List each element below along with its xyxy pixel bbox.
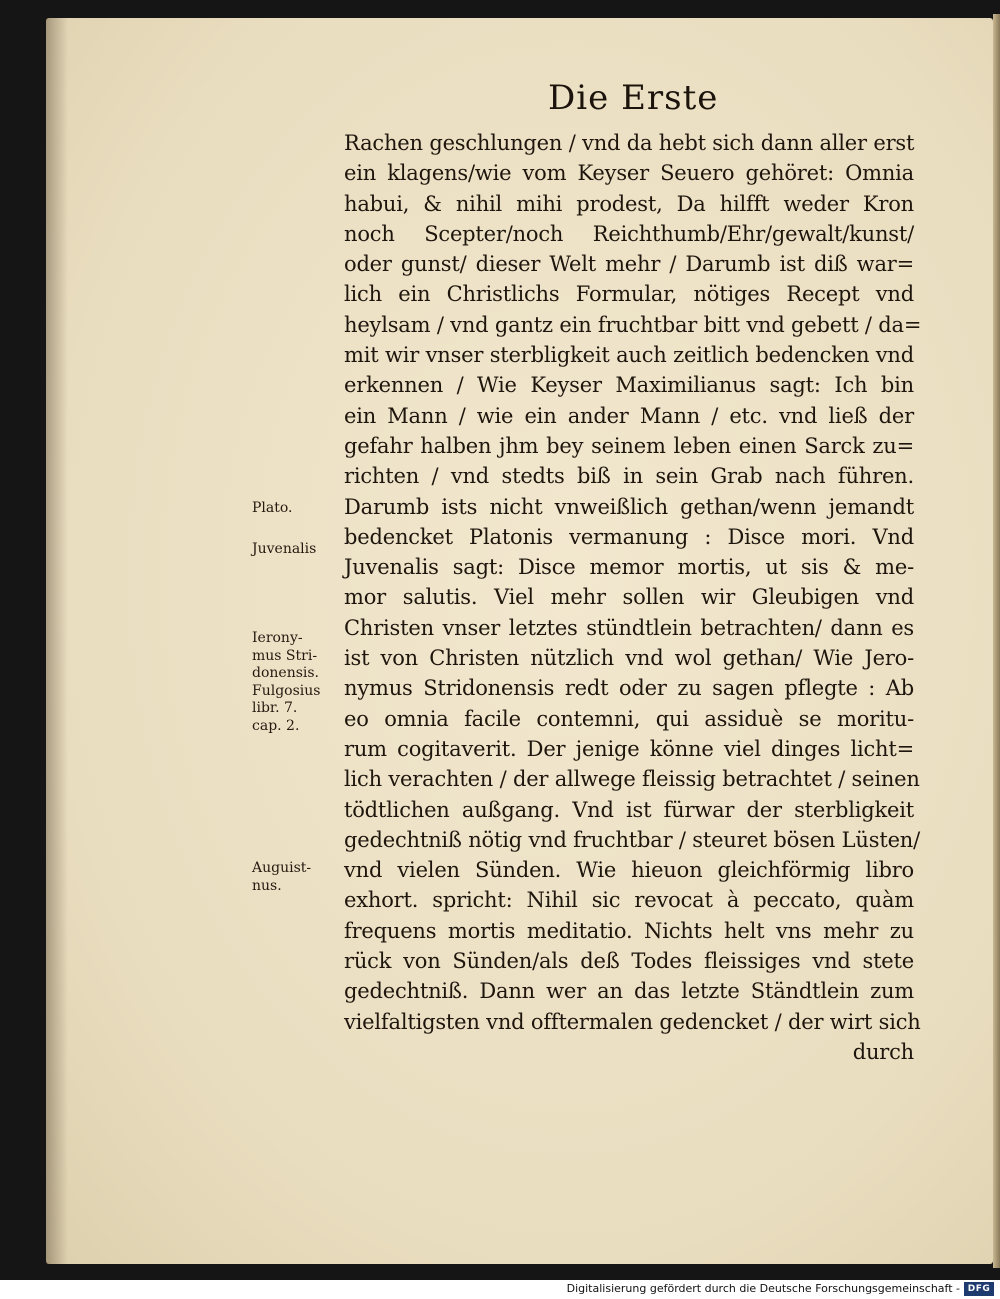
page-fore-edge bbox=[993, 14, 1000, 1268]
margin-note-line: mus Stri- bbox=[252, 647, 318, 664]
digitization-credit: Digitalisierung gefördert durch die Deutsche Forschungsgemeinschaft - bbox=[566, 1282, 960, 1295]
text-line: ein Mann / wie ein ander Mann / etc. vnd ließ der bbox=[344, 403, 914, 428]
text-line: vnd vielen Sünden. Wie hieuon gleichförmig libro bbox=[344, 858, 914, 883]
text-line: gedechtniß nötig vnd fruchtbar / steuret bösen Lüsten/ bbox=[344, 827, 921, 852]
text-line: eo omnia facile contemni, qui assiduè se moritu- bbox=[344, 706, 914, 731]
text-line: ein klagens/wie vom Keyser Seuero gehöret: Omnia bbox=[344, 161, 914, 186]
margin-note-line: nus. bbox=[252, 877, 282, 894]
margin-note-line: donensis. bbox=[252, 665, 320, 681]
margin-note-line: Juvenalis bbox=[252, 541, 317, 557]
text-line: gedechtniß. Dann wer an das letzte Ständtlein zum bbox=[344, 979, 914, 1004]
text-line: rück von Sünden/als deß Todes fleissiges vnd stete bbox=[344, 949, 914, 974]
text-line: lich ein Christlichs Formular, nötiges Recept vnd bbox=[344, 282, 914, 307]
text-line: ist von Christen nützlich vnd wol gethan/ Wie Jero- bbox=[344, 646, 914, 671]
catchword: durch bbox=[852, 1039, 914, 1064]
text-line: rum cogitaverit. Der jenige könne viel dinges licht= bbox=[344, 736, 914, 761]
footer-bar bbox=[0, 1280, 1000, 1299]
text-line: nymus Stridonensis redt oder zu sagen pflegte : Ab bbox=[344, 676, 914, 701]
margin-note-line: Fulgosius bbox=[252, 682, 321, 699]
margin-note bbox=[252, 630, 342, 735]
text-line: exhort. spricht: Nihil sic revocat à peccato, quàm bbox=[344, 888, 914, 913]
text-line: Christen vnser letztes stündtlein betrachten/ dann es bbox=[344, 615, 914, 640]
text-line: vielfaltigsten vnd offtermalen gedencket / der wirt sich bbox=[344, 1009, 921, 1034]
text-line: Darumb ists nicht vnweißlich gethan/wenn jemandt bbox=[344, 494, 914, 519]
text-line: Rachen geschlungen / vnd da hebt sich dann aller erst bbox=[344, 131, 915, 155]
margin-note bbox=[252, 500, 342, 518]
text-line: erkennen / Wie Keyser Maximilianus sagt: Ich bin bbox=[344, 373, 914, 398]
margin-note-line: Auguist- bbox=[252, 860, 312, 876]
margin-note bbox=[252, 860, 342, 895]
margin-note bbox=[252, 541, 342, 559]
margin-note-line: Plato. bbox=[252, 500, 293, 516]
text-line: lich verachten / der allwege fleissig betrachtet / seinen bbox=[344, 767, 920, 792]
margin-note-line: libr. 7. bbox=[252, 700, 298, 716]
text-line: habui, & nihil mihi prodest, Da hilfft weder Kron bbox=[344, 191, 914, 216]
text-line: mit wir vnser sterbligkeit auch zeitlich bedencken vnd bbox=[344, 343, 914, 368]
text-line: oder gunst/ dieser Welt mehr / Darumb ist diß war= bbox=[344, 252, 914, 277]
text-line: Juvenalis sagt: Disce memor mortis, ut sis & me- bbox=[344, 555, 914, 580]
text-line: tödtlichen außgang. Vnd ist fürwar der sterbligkeit bbox=[344, 797, 914, 822]
text-line: frequens mortis meditatio. Nichts helt vns mehr zu bbox=[344, 918, 914, 943]
main-text-block bbox=[344, 128, 922, 1067]
text-line: mor salutis. Viel mehr sollen wir Gleubigen vnd bbox=[344, 585, 914, 610]
dfg-logo: DFG bbox=[964, 1282, 994, 1296]
text-line: richten / vnd stedts biß in sein Grab nach führen. bbox=[344, 464, 914, 489]
running-head: Die Erste bbox=[548, 78, 719, 118]
margin-note-line: cap. 2. bbox=[252, 717, 300, 734]
margin-note-line: Ierony- bbox=[252, 630, 303, 646]
spine-shadow bbox=[46, 18, 68, 1264]
text-line: heylsam / vnd gantz ein fruchtbar bitt vnd gebett / da= bbox=[344, 312, 922, 337]
text-line: noch Scepter/noch Reichthumb/Ehr/gewalt/kunst/ bbox=[344, 221, 914, 246]
text-line: bedencket Platonis vermanung : Disce mori. Vnd bbox=[344, 524, 914, 549]
text-line: gefahr halben jhm bey seinem leben einen Sarck zu= bbox=[344, 433, 914, 458]
